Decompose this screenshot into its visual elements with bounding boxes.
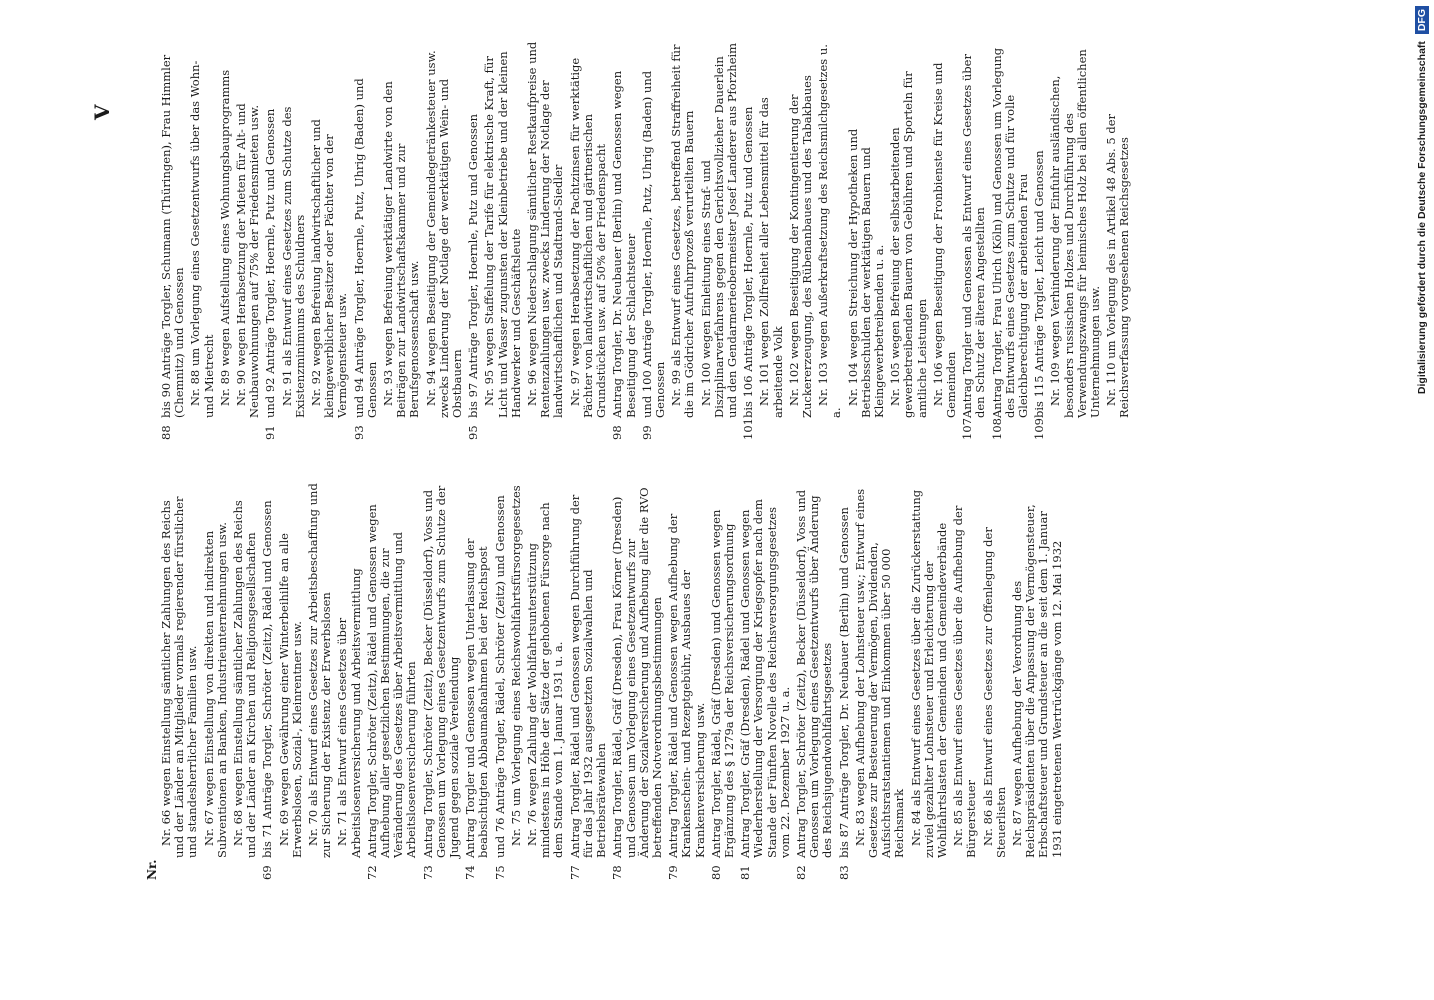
entry-item	[838, 480, 851, 880]
entry-item	[742, 40, 755, 440]
entry-item	[464, 480, 490, 880]
sub-entry-text: Nr. 102 wegen Beseitigung der Kontingentierung der Zuckererzeugung, des Rübenanbaues und des Tabakbaues	[786, 75, 814, 418]
sub-entry-text: Nr. 92 wegen Befreiung landwirtschaftlicher und kleingewerblicher Besitzer oder Pächter von der Vermögensteuer usw.	[309, 119, 350, 418]
entry-item	[261, 480, 274, 880]
entry-item	[1033, 40, 1046, 440]
sub-entry-text: Nr. 93 wegen Befreiung werktätiger Landwirte von den Beiträgen zur Landwirtschaftskammer und zur Berufsgenossenschaft usw.	[381, 81, 422, 418]
entry-number: 91	[263, 425, 278, 440]
sub-entry-text: Nr. 88 um Vorlegung eines Gesetzentwurfs über das Wohn- und Mietrecht	[188, 60, 216, 418]
sub-entry-text: Nr. 76 wegen Zahlung der Wohlfahrtsunterstützung mindestens in Höhe der Sätze der gehobenen Fürsorge nach dem Stande vom 1. Januar 1931 u. a.	[525, 502, 566, 858]
entry-text: Antrag Torgler, Schröter (Zeitz), Rädel und Genossen wegen Aufhebung aller gesetzlichen Bestimmungen, die zur Veränderung des Gesetzes über Arbeitsvermittlung und Arbeitslosenversicherung führten	[364, 504, 419, 858]
sub-entry-text: Nr. 67 wegen Einstellung von direkten und indirekten Subventionen an Banken, Industrieunternehmungen usw.	[201, 522, 229, 858]
entry-text: Antrag Torgler, Rädel, Gräf (Dresden) und Genossen wegen Ergänzung des § 1279a der Reichsversicherungsordnung	[708, 509, 736, 858]
sidebar-credit	[1412, 6, 1432, 994]
entry-number: 107	[960, 418, 975, 440]
sub-entry-text: Nr. 104 wegen Streichung der Hypotheken und Betriebsschulden der werktätigen Bauern und Kleingewerbetreibenden u. a.	[845, 128, 886, 418]
entry-text: und 76 Anträge Torgler, Rädel, Schröter (Zeitz) und Genossen	[492, 495, 507, 858]
entry-item	[366, 480, 419, 880]
entry-item	[160, 40, 186, 440]
entry-number: 77	[567, 865, 582, 880]
sub-entry-text: Nr. 100 wegen Einleitung eines Straf- und Disziplinarverfahrens gegen den Gerichtsvollzieher Dauerlein und den Gendarmerieobermeister Josef Landerer aus Pforzheim	[698, 42, 739, 418]
entry-text: bis 115 Anträge Torgler, Leicht und Genossen	[1032, 150, 1047, 418]
right-column	[160, 40, 1135, 440]
sub-entry-text: Nr. 105 wegen Befreiung der selbstarbeitenden gewerbetreibenden Bauern von Gebühren und Sporteln für amtliche Leistungen	[888, 71, 929, 418]
entry-number: 95	[466, 425, 481, 440]
left-column	[160, 480, 1067, 880]
entry-item	[991, 40, 1031, 440]
sub-entry-text: Nr. 85 als Entwurf eines Gesetzes über die Aufhebung der Bürgersteuer	[951, 505, 979, 858]
sub-entry-text: Nr. 109 wegen Verhinderung der Einfuhr ausländischen, besonders russischen Holzes und Durchführung des Verwendungszwangs für heimisches Holz bei allen öffentlichen Unternehmungen usw.	[1048, 49, 1102, 418]
entry-text: Antrag Torgler und Genossen als Entwurf eines Gesetzes über den Schutz der älteren Angestellten	[960, 54, 988, 418]
entry-item	[667, 480, 707, 880]
entry-text: Antrag Torgler, Rädel, Gräf (Dresden), Frau Körner (Dresden) und Genossen um Vorlegung eines Gesetzentwurfs zur Änderung der Sozialversicherung und Aufhebung aller die RVO betreffenden Notverordnungsbestimmungen	[610, 487, 664, 858]
entry-text: und 100 Anträge Torgler, Hoernle, Putz, Uhrig (Baden) und Genossen	[639, 70, 667, 418]
entry-number: 72	[364, 865, 379, 880]
entry-item	[710, 480, 736, 880]
sub-entry-text: Nr. 90 wegen Herabsetzung der Mieten für Alt- und Neubauwohnungen auf 75% der Friedensmieten usw.	[234, 103, 262, 418]
sub-entry-text: Nr. 99 als Entwurf eines Gesetzes, betreffend Straffreiheit für die im Gödricher Aufruhrprozeß verurteilten Bauern	[669, 44, 697, 418]
sub-entry-text: Nr. 97 wegen Herabsetzung der Pachtzinsen für werktätige Pächter von landwirtschaftlichen und gärtnerischen Grundstücken usw. auf 50% der Friedenspacht	[567, 57, 609, 418]
sub-entry-text: Nr. 84 als Entwurf eines Gesetzes über die Zurückerstattung zuviel gezahlter Lohnsteuer und Erleichterung der Wohlfahrtslasten der Gemeinden und Gemeindeverbände	[908, 489, 949, 858]
entry-text: Antrag Torgler und Genossen wegen Unterlassung der beabsichtigten Abbaumaßnahmen bei der Reichspost	[463, 538, 491, 858]
entry-item	[611, 40, 637, 440]
page-number: V	[90, 104, 114, 120]
sub-entry-text: Nr. 83 wegen Aufhebung der Lohnsteuer usw.; Entwurf eines Gesetzes zur Besteuerung der Vermögen, Dividenden, Aufsichtsratstantiemen und Einkommen über 50 000 Reichsmark	[852, 488, 907, 858]
column-header-left: Nr.	[145, 859, 159, 880]
sub-entry-text: Nr. 94 wegen Beseitigung der Gemeindegetränkesteuer usw. zwecks Linderung der Notlage der werktätigen Wein- und Obstbauern	[423, 50, 465, 418]
entry-number: 80	[708, 865, 723, 880]
entry-item	[467, 40, 480, 440]
entry-text: und 92 Anträge Torgler, Hoernle, Putz und Genossen	[263, 108, 278, 418]
sub-entry-text: Nr. 66 wegen Einstellung sämtlicher Zahlungen des Reichs und der Länder an Mitglieder vormals regierender fürstlicher und standesherrlicher Familien usw.	[159, 496, 200, 858]
entry-text: Antrag Torgler, Schröter (Zeitz), Becker (Düsseldorf), Voss und Genossen um Vorlegung eines Gesetzentwurfs zum Schutze der Jugend gegen soziale Verelendung	[420, 485, 462, 858]
entry-text: bis 90 Anträge Torgler, Schumann (Thüringen), Frau Himmler (Chemnitz) und Genossen	[159, 54, 187, 418]
sub-entry-text: Nr. 75 um Vorlegung eines Reichswohlfahrtsfürsorgegesetzes	[508, 485, 523, 846]
entry-number: 99	[639, 425, 654, 440]
entry-text: Antrag Torgler, Schröter (Zeitz), Becker (Düsseldorf), Voss und Genossen um Vorlegung eines Gesetzentwurfs über Änderung des Reichsjugendwohlfahrtsgesetzes	[793, 489, 835, 858]
entry-item	[353, 40, 379, 440]
sub-entry-text: Nr. 69 wegen Gewährung einer Winterbeihilfe an alle Erwerbslosen, Sozial-, Kleinrentner usw.	[276, 533, 304, 858]
entry-item	[611, 480, 664, 880]
sub-entry-text: Nr. 89 wegen Aufstellung eines Wohnungsbauprogramms	[217, 69, 232, 406]
entry-text: und 94 Anträge Torgler, Hoernle, Putz, Uhrig (Baden) und Genossen	[351, 78, 379, 418]
entry-number: 69	[260, 865, 275, 880]
sub-entry-text: Nr. 110 um Vorlegung des in Artikel 48 Abs. 5 der Reichsverfassung vorgesehenen Reichsgesetzes	[1104, 113, 1132, 418]
sub-entry-text: Nr. 70 als Entwurf eines Gesetzes zur Arbeitsbeschaffung und zur Sicherung der Existenz der Erwerbslosen	[306, 483, 334, 858]
entry-text: Antrag Torgler, Rädel und Genossen wegen Durchführung der für das Jahr 1932 ausgesetzten Sozialwahlen und Betriebsrätewahlen	[567, 494, 609, 858]
entry-number: 75	[492, 865, 507, 880]
entry-item	[795, 480, 835, 880]
entry-item	[569, 480, 609, 880]
sub-entry-text: Nr. 101 wegen Zollfreiheit aller Lebensmittel für das arbeitende Volk	[757, 97, 785, 418]
entry-item	[739, 480, 792, 880]
digitization-note: Digitalisierung gefördert durch die Deutsche Forschungsgemeinschaft	[1416, 41, 1428, 395]
entry-text: bis 71 Anträge Torgler, Schröter (Zeitz), Rädel und Genossen	[260, 500, 275, 858]
entry-item	[264, 40, 277, 440]
sub-entry-text: Nr. 87 wegen Aufhebung der Verordnung des Reichspräsidenten über die Anpassung der Vermögensteuer, Erbschaftsteuer und Grundsteuer an die seit dem 1. Januar 1931 eingetretenen Wertrückgänge vom 12. Mai 1932	[1009, 504, 1064, 858]
entry-number: 101	[741, 418, 756, 440]
entry-number: 88	[159, 425, 173, 440]
entry-item	[961, 40, 987, 440]
entry-text: Antrag Torgler, Frau Ulrich (Köln) und Genossen um Vorlegung des Entwurfs eines Gesetzes zum Schutze und für volle Gleichberechtigung der arbeitenden Frau	[989, 47, 1030, 418]
entry-text: Antrag Torgler, Rädel und Genossen wegen Aufhebung der Krankenschein- und Rezeptgebühr, Ausbaues der Krankenversicherung usw.	[666, 513, 707, 858]
dfg-logo: DFG	[1415, 6, 1429, 34]
entry-number: 83	[836, 865, 851, 880]
entry-number: 93	[351, 425, 366, 440]
sub-entry-text: Nr. 91 als Entwurf eines Gesetzes zum Schutze des Existenzminimums des Schuldners	[279, 106, 307, 418]
sub-entry-text: Nr. 106 wegen Beseitigung der Fronbienste für Kreise und Gemeinden	[930, 62, 958, 418]
sub-entry-text: Nr. 68 wegen Einstellung sämtlicher Zahlungen des Reichs und der Länder an Kirchen und Religionsgesellschaften	[231, 500, 259, 858]
entry-number: 81	[738, 865, 753, 880]
entry-number: 73	[420, 865, 435, 880]
entry-text: bis 106 Anträge Torgler, Hoernle, Putz und Genossen	[741, 106, 756, 418]
entry-text: bis 87 Anträge Torgler, Dr. Neubauer (Berlin) und Genossen	[836, 507, 851, 858]
sub-entry-text: Nr. 71 als Entwurf eines Gesetzes über Arbeitslosenversicherung und Arbeitsvermittlung	[335, 568, 363, 858]
entry-number: 82	[793, 865, 808, 880]
entry-text: bis 97 Anträge Torgler, Hoernle, Putz und Genossen	[466, 113, 481, 418]
sub-entry-text: Nr. 103 wegen Außerkraftsetzung des Reichsmilchgesetzes u. a.	[816, 44, 844, 418]
sub-entry-text: Nr. 95 wegen Staffelung der Tarife für elektrische Kraft, für Licht und Wasser zugunsten der Kleinbetriebe und der kleinen Handwerker und Geschäftsleute	[482, 51, 523, 418]
entry-item	[422, 480, 462, 880]
entry-text: Antrag Torgler, Dr. Neubauer (Berlin) und Genossen wegen Beseitigung der Schlachtsteuer	[610, 70, 638, 418]
entry-item	[494, 480, 507, 880]
sub-entry-text: Nr. 86 als Entwurf eines Gesetzes zur Offenlegung der Steuerlisten	[980, 527, 1008, 858]
entry-number: 78	[610, 865, 625, 880]
entry-number: 108	[989, 418, 1004, 440]
entry-item	[641, 40, 667, 440]
entry-number: 79	[666, 865, 681, 880]
entry-number: 98	[610, 425, 625, 440]
sub-entry-text: Nr. 96 wegen Niederschlagung sämtlicher Restkaufpreise und Rentenzahlungen usw. zwecks Linderung der Notlage der landwirtschaftlichen und Stadtrand-Siedler	[525, 41, 566, 418]
entry-number: 109	[1032, 418, 1047, 440]
entry-text: Antrag Torgler, Gräf (Dresden), Rädel und Genossen wegen Wiederherstellung der Versorgung der Kriegsopfer nach dem Stande der Fünften Novelle des Reichsversorgungsgesetzes vom 22. Dezember 1927 u. a.	[738, 499, 792, 858]
entry-number: 74	[463, 865, 478, 880]
